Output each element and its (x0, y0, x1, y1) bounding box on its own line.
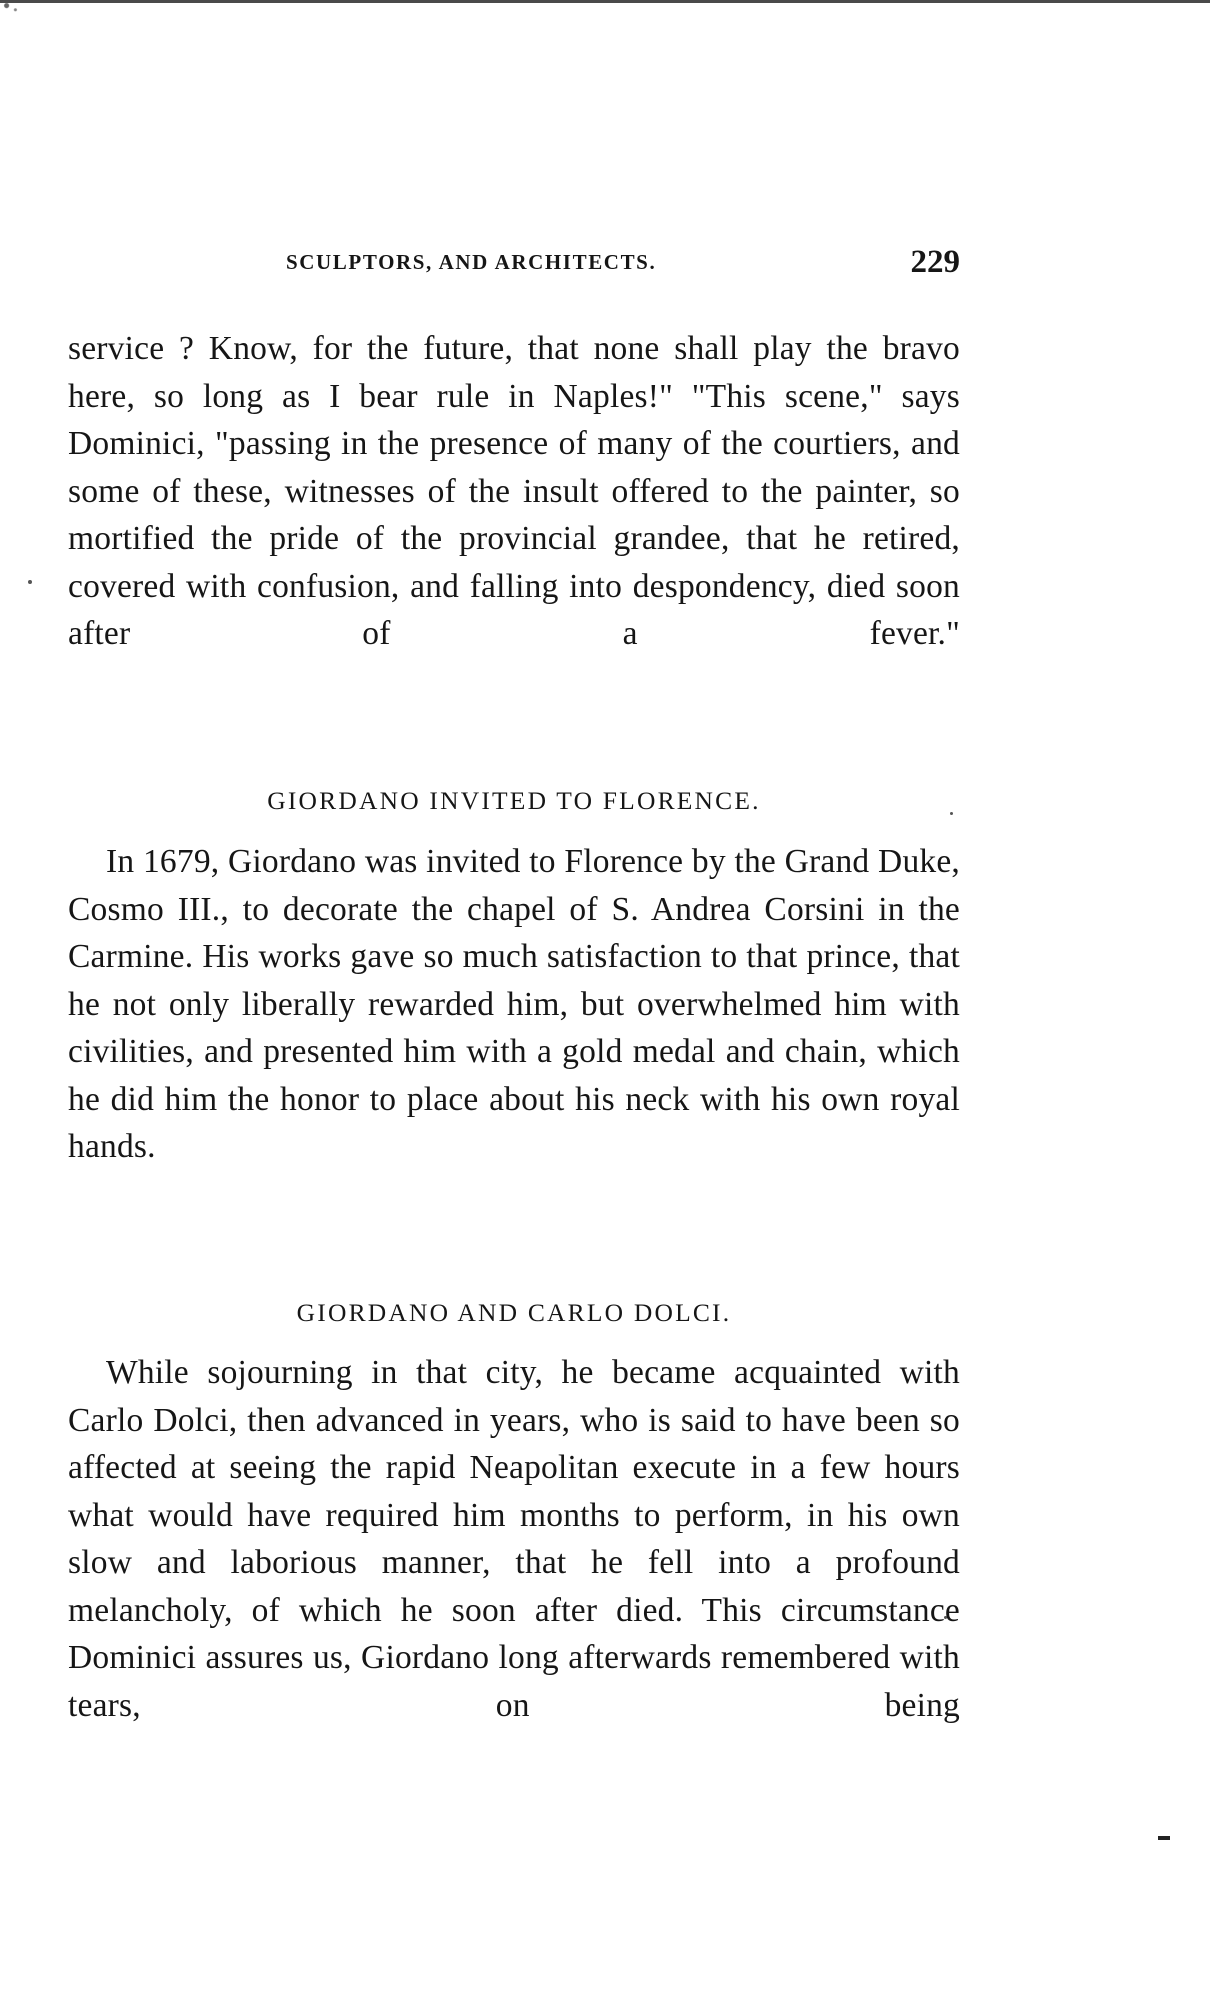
section-heading: GIORDANO AND CARLO DOLCI. (296, 1298, 732, 1327)
paragraph-text: In 1679, Giordano was invited to Florence by the Grand Duke, Cosmo III., to decorate the chapel of S. Andrea Corsini in the Carmine. His works gave so much satisfaction to that prince, that he not only liberally rewarded him, but overwhelmed him with civilities, and presented him with a gold medal and chain, which he did him the honor to place about his neck with his own royal hands. (68, 843, 960, 1165)
paragraph-text: service ? Know, for the future, that none shall play the bravo here, so long as I bear rule in Naples!" "This scene," says Dominici, "passing in the presence of many of the courtiers, and some of these, witnesses of the insult offered to the painter, so mortified the pride of the provincial grandee, that he retired, covered with confusion, and falling into despondency, died soon after of a fever." (68, 330, 960, 652)
scan-speck (0, 0, 22, 14)
section-florence-body (68, 838, 960, 1171)
section-heading: GIORDANO INVITED TO FLORENCE. (267, 786, 761, 815)
paragraph-text: While sojourning in that city, he became acquainted with Carlo Dolci, then advanced in years, who is said to have been so affected at seeing the rapid Neapolitan execute in a few hours what would have required him months to perform, in his own slow and laborious manner, that he fell into a profound melancholy, of which he soon after died. This circumstance Dominici assures us, Giordano long afterwards remembered with tears, on being (68, 1354, 960, 1724)
book-page (68, 0, 960, 2009)
running-head (68, 244, 960, 284)
section-carlo-dolci (68, 1298, 960, 1328)
margin-mark (1158, 1836, 1170, 1840)
continued-paragraph (68, 325, 960, 658)
section-carlo-dolci-body (68, 1349, 960, 1729)
margin-speck (28, 580, 32, 584)
page-number: 229 (910, 244, 960, 280)
section-florence (68, 786, 960, 816)
running-title: SCULPTORS, AND ARCHITECTS. (286, 250, 657, 274)
